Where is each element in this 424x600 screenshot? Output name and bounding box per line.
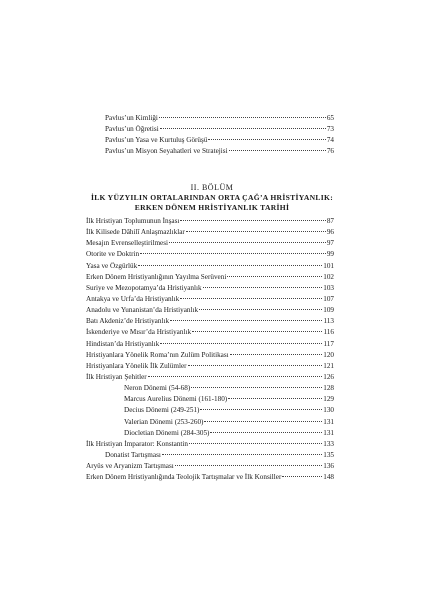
toc-entry — [86, 327, 334, 338]
toc-entry-page: 109 — [323, 306, 334, 315]
chapter-number: II. BÖLÜM — [190, 183, 234, 192]
toc-entry-page: 131 — [323, 417, 334, 426]
toc-entry-title: Mesajın Evrenselleştirilmesi — [86, 239, 169, 248]
toc-leader-dots — [199, 309, 322, 310]
toc-leader-dots — [282, 476, 322, 477]
toc-entry-title: Pavlus’un Misyon Seyahatleri ve Stratejisi — [105, 147, 228, 156]
toc-entry-title: Suriye ve Mezopotamya’da Hristiyanlık — [86, 283, 202, 292]
toc-entry — [86, 294, 334, 305]
toc-entry-title: Erken Dönem Hristiyanlığında Teolojik Tartışmalar ve İlk Konsiller — [86, 473, 282, 482]
toc-entry — [86, 261, 334, 272]
toc-entry — [86, 428, 334, 439]
toc-entry-page: 96 — [326, 228, 334, 237]
toc-entry — [86, 316, 334, 327]
toc-entry-page: 148 — [323, 473, 334, 482]
toc-entry-page: 121 — [323, 361, 334, 370]
toc-entry-title: Antakya ve Urfa’da Hristiyanlık — [86, 294, 180, 303]
toc-entry-title: Pavlus’un Yasa ve Kurtuluş Görüşü — [105, 136, 208, 145]
toc-leader-dots — [200, 409, 322, 410]
toc-entry — [86, 124, 334, 135]
toc-entry — [86, 113, 334, 124]
toc-leader-dots — [188, 365, 323, 366]
toc-entry-page: 65 — [326, 114, 334, 122]
toc-entry-title: Marcus Aurelius Dönemi (161-180) — [124, 395, 228, 404]
toc-entry — [86, 339, 334, 350]
toc-leader-dots — [204, 421, 322, 422]
toc-entry-page: 99 — [326, 250, 334, 259]
toc-leader-dots — [162, 454, 322, 455]
toc-entry-title: İlk Kilisede Dâhilî Anlaşmazlıklar — [86, 228, 185, 237]
toc-leader-dots — [186, 231, 326, 232]
toc-leader-dots — [159, 117, 326, 118]
toc-entry — [86, 383, 334, 394]
toc-entry-page: 129 — [323, 395, 334, 404]
toc-entry-title: Erken Dönem Hristiyanlığının Yayılma Serüveni — [86, 272, 227, 281]
toc-entry-title: Donatist Tartışması — [105, 450, 161, 459]
toc-entry-page: 107 — [323, 294, 334, 303]
toc-entry-title: Aryüs ve Aryanizm Tartışması — [86, 462, 174, 471]
toc-entry-title: Hindistan’da Hristiyanlık — [86, 339, 160, 348]
toc-entry-page: 101 — [323, 261, 334, 270]
toc-entry-title: Decius Dönemi (249-251) — [124, 406, 200, 415]
toc-entry-page: 113 — [323, 317, 334, 326]
toc-entry-page: 120 — [323, 350, 334, 359]
toc-entry-page: 126 — [323, 372, 334, 381]
toc-entry-page: 133 — [323, 439, 334, 448]
toc-leader-dots — [160, 128, 326, 129]
toc-entry-title: İskenderiye ve Mısır’da Hristiyanlık — [86, 328, 192, 337]
toc-entry — [86, 461, 334, 472]
toc-entry-title: Batı Akdeniz’de Hristiyanlık — [86, 317, 170, 326]
toc-leader-dots — [140, 253, 326, 254]
toc-entry — [86, 405, 334, 416]
toc-entry — [86, 238, 334, 249]
toc-entry-page: 76 — [326, 147, 334, 156]
toc-leader-dots — [192, 331, 322, 332]
toc-leader-dots — [208, 139, 325, 140]
toc-leader-dots — [230, 354, 323, 355]
toc-entry — [86, 272, 334, 283]
toc-entry-page: 73 — [326, 125, 334, 134]
toc-leader-dots — [169, 242, 326, 243]
toc-entry-page: 116 — [323, 328, 334, 337]
toc-leader-dots — [180, 220, 325, 221]
toc-entry-title: İlk Hristiyan Şehitler — [86, 372, 147, 381]
toc-leader-dots — [228, 398, 322, 399]
toc-entry-page: 131 — [323, 428, 334, 437]
toc-entry-title: Pavlus’un Kimliği — [105, 114, 158, 122]
toc-leader-dots — [210, 432, 322, 433]
toc-entry-title: Hristiyanlara Yönelik İlk Zulümler — [86, 361, 187, 370]
toc-entry-title: Anadolu ve Yunanistan’da Hristiyanlık — [86, 306, 199, 315]
toc-entry-page: 97 — [326, 239, 334, 248]
toc-entry-page: 117 — [323, 339, 334, 348]
toc-entry-page: 128 — [323, 384, 334, 393]
toc-leader-dots — [160, 343, 322, 344]
toc-leader-dots — [138, 265, 322, 266]
toc-entry-page: 74 — [326, 136, 334, 145]
toc-leader-dots — [180, 298, 322, 299]
toc-entry — [86, 135, 334, 146]
chapter-title-line-2: ERKEN DÖNEM HRİSTİYANLIK TARİHİ — [134, 202, 290, 212]
toc-entry-page: 102 — [323, 272, 334, 281]
toc-entry — [86, 361, 334, 372]
chapter-heading — [60, 183, 364, 212]
toc-main-list — [86, 216, 334, 483]
toc-entry — [86, 350, 334, 361]
toc-leader-dots — [148, 376, 323, 377]
toc-leader-dots — [203, 287, 323, 288]
toc-leader-dots — [170, 320, 322, 321]
toc-entry — [86, 227, 334, 238]
toc-entry-title: Diocletian Dönemi (284-305) — [124, 428, 210, 437]
toc-entry — [86, 417, 334, 428]
toc-entry-title: İlk Hristiyan Toplumunun İnşası — [86, 217, 180, 225]
toc-entry-title: İlk Hristiyan İmparator: Konstantin — [86, 439, 189, 448]
toc-entry-title: Yasa ve Özgürlük — [86, 261, 138, 270]
toc-entry — [86, 216, 334, 227]
toc-entry-page: 130 — [323, 406, 334, 415]
toc-entry — [86, 394, 334, 405]
toc-entry-title: Otorite ve Doktrin — [86, 250, 140, 259]
toc-entry — [86, 146, 334, 157]
toc-leader-dots — [227, 276, 322, 277]
toc-entry-title: Hristiyanlara Yönelik Roma’nın Zulüm Politikası — [86, 350, 229, 359]
toc-entry-page: 103 — [323, 283, 334, 292]
chapter-title-line-1: İLK YÜZYILIN ORTALARINDAN ORTA ÇAĞ’A HRİSTİYANLIK: — [90, 193, 334, 202]
toc-entry — [86, 283, 334, 294]
toc-entry — [86, 439, 334, 450]
toc-entry — [86, 249, 334, 260]
toc-entry-page: 136 — [323, 462, 334, 471]
toc-leader-dots — [229, 150, 326, 151]
toc-leader-dots — [189, 443, 322, 444]
toc-entry — [86, 472, 334, 483]
toc-entry-title: Valerian Dönemi (253-260) — [124, 417, 204, 426]
toc-entry-page: 87 — [326, 217, 334, 225]
toc-entry-title: Neron Dönemi (54-68) — [124, 384, 191, 393]
toc-leader-dots — [191, 387, 322, 388]
toc-entry — [86, 450, 334, 461]
toc-leader-dots — [175, 465, 322, 466]
toc-entry-page: 135 — [323, 450, 334, 459]
toc-entry — [86, 372, 334, 383]
toc-entry — [86, 305, 334, 316]
toc-entry-title: Pavlus’un Öğretisi — [105, 125, 159, 134]
toc-top-list — [86, 113, 334, 158]
